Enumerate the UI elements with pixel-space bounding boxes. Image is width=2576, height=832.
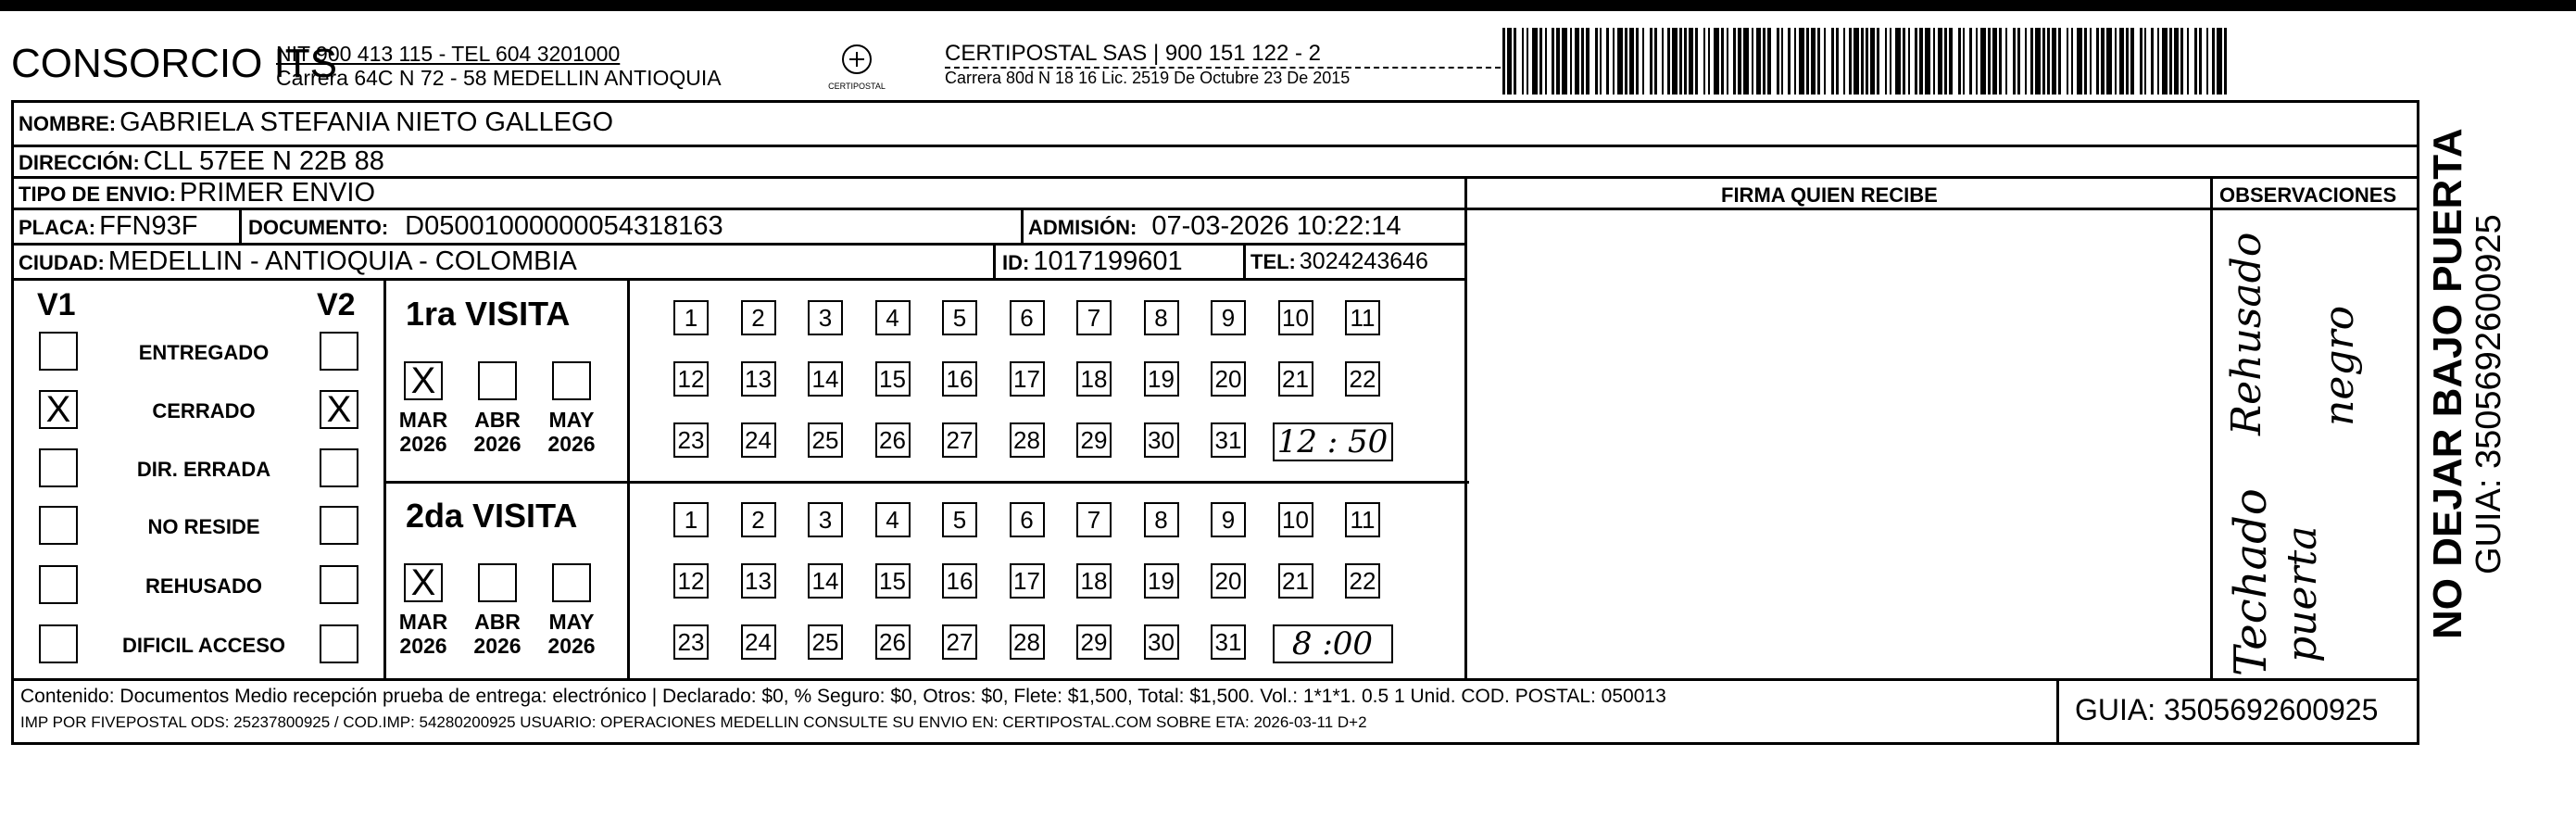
- day-box[interactable]: 21: [1278, 563, 1313, 599]
- barcode: [1502, 28, 2234, 95]
- divider: [11, 278, 1467, 281]
- documento-label: DOCUMENTO:: [248, 216, 389, 239]
- day-box[interactable]: 22: [1345, 563, 1380, 599]
- observacion-handwriting: negro: [2316, 305, 2363, 426]
- day-box[interactable]: 30: [1144, 422, 1179, 458]
- day-box[interactable]: 1: [673, 300, 709, 335]
- nombre-row: [19, 107, 613, 138]
- day-box[interactable]: 26: [875, 422, 911, 458]
- nombre-label: NOMBRE:: [19, 112, 117, 135]
- day-box[interactable]: 18: [1076, 563, 1112, 599]
- day-box[interactable]: 10: [1278, 300, 1313, 335]
- day-box[interactable]: 17: [1010, 563, 1045, 599]
- day-box[interactable]: 12: [673, 361, 709, 397]
- visit-time-box[interactable]: 8 :00: [1273, 624, 1393, 663]
- company-address: Carrera 64C N 72 - 58 MEDELLIN ANTIOQUIA: [276, 66, 722, 90]
- barcode-bar: [2224, 28, 2227, 95]
- side-guia: GUIA: 3505692600925: [2469, 214, 2508, 574]
- month-label: [544, 610, 599, 658]
- day-box[interactable]: 20: [1211, 563, 1246, 599]
- visit-title: 2da VISITA: [406, 497, 578, 535]
- day-box[interactable]: 28: [1010, 422, 1045, 458]
- day-box[interactable]: 29: [1076, 624, 1112, 660]
- day-box[interactable]: 5: [942, 300, 977, 335]
- direccion-value: CLL 57EE N 22B 88: [143, 146, 384, 176]
- status-v1-checkbox[interactable]: [39, 565, 78, 604]
- status-label: ENTREGADO: [138, 341, 270, 364]
- side-warning: NO DEJAR BAJO PUERTA: [2425, 128, 2470, 639]
- footer-contenido: Contenido: Documentos Medio recepción prueba de entrega: electrónico | Declarado: $0, % Seguro: $0, Otros: $0, Flete: $1,500, Total: $1,500. Vol.: 1*1*1. 0.5 1 Unid. COD. POSTAL: 050013: [20, 686, 1666, 707]
- day-box[interactable]: 31: [1211, 422, 1246, 458]
- divider: [383, 278, 386, 681]
- day-box[interactable]: 5: [942, 502, 977, 537]
- tel-row: [1250, 248, 1428, 275]
- day-box[interactable]: 19: [1144, 563, 1179, 599]
- day-box[interactable]: 12: [673, 563, 709, 599]
- certipostal-logo-icon: [827, 37, 886, 96]
- observaciones-header: OBSERVACIONES: [2219, 183, 2397, 207]
- tipo-value: PRIMER ENVIO: [179, 178, 376, 208]
- divider: [2056, 678, 2059, 745]
- divider: [1021, 208, 1024, 243]
- ciudad-row: [19, 246, 577, 277]
- day-box[interactable]: 23: [673, 422, 709, 458]
- day-box[interactable]: 21: [1278, 361, 1313, 397]
- month-checkbox[interactable]: [552, 563, 591, 602]
- month-year: 2026: [547, 432, 596, 456]
- month-name: MAY: [548, 408, 595, 432]
- month-checkbox[interactable]: X: [404, 563, 443, 602]
- day-box[interactable]: 30: [1144, 624, 1179, 660]
- divider: [1464, 176, 1467, 681]
- certipostal-info: CERTIPOSTAL SAS | 900 151 122 - 2: [945, 41, 1321, 66]
- placa-row: [19, 211, 197, 242]
- ciudad-label: CIUDAD:: [19, 251, 105, 274]
- tel-value: 3024243646: [1299, 248, 1428, 274]
- day-box[interactable]: 28: [1010, 624, 1045, 660]
- ciudad-value: MEDELLIN - ANTIOQUIA - COLOMBIA: [107, 246, 577, 276]
- direccion-row: [19, 146, 384, 177]
- day-box[interactable]: 17: [1010, 361, 1045, 397]
- footer-guia: GUIA: 3505692600925: [2075, 693, 2379, 726]
- day-box[interactable]: 9: [1211, 300, 1246, 335]
- month-label: [396, 408, 451, 456]
- month-name: MAR: [398, 408, 448, 432]
- header-dash-line: [945, 67, 1501, 69]
- status-v2-checkbox[interactable]: [320, 506, 358, 545]
- status-label: CERRADO: [152, 399, 256, 422]
- day-box[interactable]: 8: [1144, 300, 1179, 335]
- visit-title: 1ra VISITA: [406, 295, 571, 333]
- month-name: ABR: [474, 610, 521, 634]
- placa-label: PLACA:: [19, 216, 96, 239]
- month-year: 2026: [473, 634, 521, 658]
- day-box[interactable]: 8: [1144, 502, 1179, 537]
- day-box[interactable]: 15: [875, 361, 911, 397]
- day-box[interactable]: 24: [741, 624, 776, 660]
- status-v1-checkbox[interactable]: X: [39, 390, 78, 429]
- month-name: MAR: [398, 610, 448, 634]
- tipo-row: [19, 178, 375, 208]
- day-box[interactable]: 20: [1211, 361, 1246, 397]
- visit-time-box[interactable]: 12 : 50: [1273, 422, 1393, 461]
- month-year: 2026: [473, 432, 521, 456]
- tel-label: TEL:: [1250, 250, 1296, 273]
- day-box[interactable]: 3: [808, 300, 843, 335]
- month-label: [544, 408, 599, 456]
- day-box[interactable]: 31: [1211, 624, 1246, 660]
- status-v1-checkbox[interactable]: [39, 624, 78, 663]
- month-checkbox[interactable]: X: [404, 361, 443, 400]
- month-year: 2026: [399, 634, 447, 658]
- observacion-handwriting: Techado: [2225, 488, 2277, 676]
- day-box[interactable]: 1: [673, 502, 709, 537]
- top-edge-bar: [0, 0, 2576, 11]
- admision-value: 07-03-2026 10:22:14: [1151, 211, 1401, 241]
- observacion-handwriting: puerta: [2279, 525, 2326, 662]
- status-v2-checkbox[interactable]: [320, 624, 358, 663]
- documento-value: D05001000000054318163: [405, 211, 723, 241]
- day-box[interactable]: 14: [808, 361, 843, 397]
- month-name: MAY: [548, 610, 595, 634]
- status-v1-checkbox[interactable]: [39, 506, 78, 545]
- day-box[interactable]: 3: [808, 502, 843, 537]
- nombre-value: GABRIELA STEFANIA NIETO GALLEGO: [119, 107, 614, 137]
- logo-text: CERTIPOSTAL: [828, 82, 886, 91]
- day-box[interactable]: 7: [1076, 502, 1112, 537]
- day-box[interactable]: 11: [1345, 300, 1380, 335]
- status-v1-checkbox[interactable]: [39, 332, 78, 371]
- day-box[interactable]: 6: [1010, 300, 1045, 335]
- divider: [1243, 243, 1246, 278]
- id-label: ID:: [1002, 251, 1030, 274]
- day-box[interactable]: 15: [875, 563, 911, 599]
- status-label: DIR. ERRADA: [136, 458, 271, 481]
- direccion-label: DIRECCIÓN:: [19, 151, 140, 174]
- v1-header: V1: [37, 287, 76, 322]
- month-label: [470, 408, 525, 456]
- month-name: ABR: [474, 408, 521, 432]
- month-label: [396, 610, 451, 658]
- month-label: [470, 610, 525, 658]
- tipo-label: TIPO DE ENVIO:: [19, 183, 176, 206]
- month-checkbox[interactable]: [552, 361, 591, 400]
- id-row: [1002, 246, 1183, 277]
- day-box[interactable]: 10: [1278, 502, 1313, 537]
- month-checkbox[interactable]: [478, 361, 517, 400]
- placa-value: FFN93F: [99, 211, 198, 241]
- v2-header: V2: [317, 287, 356, 322]
- status-v1-checkbox[interactable]: [39, 448, 78, 487]
- month-checkbox[interactable]: [478, 563, 517, 602]
- day-box[interactable]: 4: [875, 300, 911, 335]
- day-box[interactable]: 16: [942, 563, 977, 599]
- day-box[interactable]: 13: [741, 563, 776, 599]
- day-box[interactable]: 2: [741, 300, 776, 335]
- day-box[interactable]: 4: [875, 502, 911, 537]
- day-box[interactable]: 26: [875, 624, 911, 660]
- status-label: REHUSADO: [145, 574, 262, 598]
- divider: [627, 278, 630, 681]
- status-v2-checkbox[interactable]: [320, 448, 358, 487]
- status-v2-checkbox[interactable]: [320, 565, 358, 604]
- day-box[interactable]: 9: [1211, 502, 1246, 537]
- day-box[interactable]: 27: [942, 422, 977, 458]
- day-box[interactable]: 24: [741, 422, 776, 458]
- status-v2-checkbox[interactable]: [320, 332, 358, 371]
- day-box[interactable]: 13: [741, 361, 776, 397]
- observacion-handwriting: Rehusado: [2223, 232, 2270, 435]
- id-value: 1017199601: [1033, 246, 1183, 276]
- day-box[interactable]: 2: [741, 502, 776, 537]
- footer-imp: IMP POR FIVEPOSTAL ODS: 25237800925 / COD.IMP: 54280200925 USUARIO: OPERACIONES MEDELLIN CONSULTE SU ENVIO EN: CERTIPOSTAL.COM SOBRE ETA: 2026-03-11 D+2: [20, 713, 1367, 731]
- status-label: NO RESIDE: [147, 515, 260, 538]
- status-label: DIFICIL ACCESO: [121, 634, 285, 657]
- divider: [993, 243, 996, 278]
- month-year: 2026: [547, 634, 596, 658]
- day-box[interactable]: 22: [1345, 361, 1380, 397]
- status-v2-checkbox[interactable]: X: [320, 390, 358, 429]
- day-box[interactable]: 25: [808, 624, 843, 660]
- divider: [383, 481, 1469, 484]
- day-box[interactable]: 19: [1144, 361, 1179, 397]
- day-box[interactable]: 16: [942, 361, 977, 397]
- day-box[interactable]: 18: [1076, 361, 1112, 397]
- day-box[interactable]: 27: [942, 624, 977, 660]
- day-box[interactable]: 23: [673, 624, 709, 660]
- certipostal-address: Carrera 80d N 18 16 Lic. 2519 De Octubre 23 De 2015: [945, 69, 1351, 87]
- month-year: 2026: [399, 432, 447, 456]
- day-box[interactable]: 11: [1345, 502, 1380, 537]
- company-nit-tel: NIT 900 413 115 - TEL 604 3201000: [276, 42, 621, 66]
- admision-label: ADMISIÓN:: [1028, 216, 1137, 239]
- admision-row: [1028, 211, 1401, 242]
- divider: [239, 208, 242, 243]
- firma-header: FIRMA QUIEN RECIBE: [1721, 183, 1938, 207]
- company-name: CONSORCIO ITS: [11, 41, 338, 86]
- day-box[interactable]: 25: [808, 422, 843, 458]
- day-box[interactable]: 7: [1076, 300, 1112, 335]
- day-box[interactable]: 6: [1010, 502, 1045, 537]
- day-box[interactable]: 29: [1076, 422, 1112, 458]
- documento-row: [248, 211, 723, 242]
- divider: [11, 243, 1467, 246]
- divider: [2210, 176, 2213, 681]
- day-box[interactable]: 14: [808, 563, 843, 599]
